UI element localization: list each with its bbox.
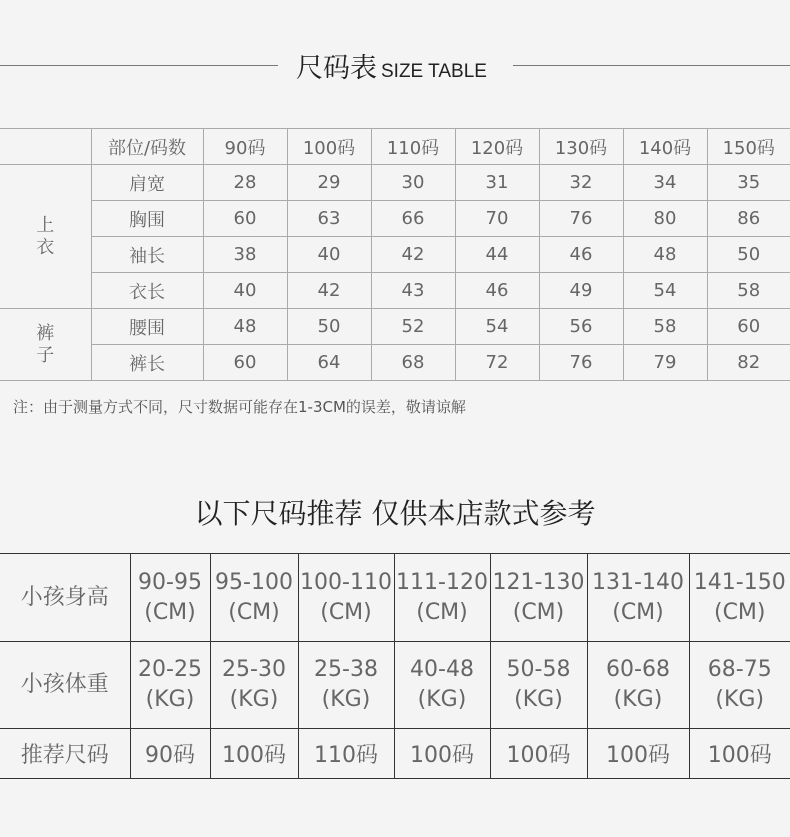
cell: 100码 bbox=[587, 729, 689, 779]
height-row bbox=[0, 554, 790, 642]
cell: 110码 bbox=[298, 729, 394, 779]
cell: 70 bbox=[455, 201, 539, 237]
cell: 48 bbox=[623, 237, 707, 273]
cell: 80 bbox=[623, 201, 707, 237]
cell: 76 bbox=[539, 201, 623, 237]
header-cell: 90码 bbox=[203, 129, 287, 165]
size-table-header bbox=[0, 129, 790, 165]
cell: 56 bbox=[539, 309, 623, 345]
cell: 60-68 (KG) bbox=[587, 642, 689, 729]
cell: 54 bbox=[455, 309, 539, 345]
cell: 52 bbox=[371, 309, 455, 345]
cell: 66 bbox=[371, 201, 455, 237]
cell: 100码 bbox=[689, 729, 790, 779]
size-table-title bbox=[0, 40, 790, 92]
header-cell: 部位/码数 bbox=[91, 129, 203, 165]
group-label-top: 上 衣 bbox=[0, 165, 91, 309]
row-label: 袖长 bbox=[91, 237, 203, 273]
header-cell: 130码 bbox=[539, 129, 623, 165]
cell: 68-75 (KG) bbox=[689, 642, 790, 729]
cell: 100码 bbox=[394, 729, 490, 779]
title-divider-left bbox=[0, 65, 278, 66]
cell: 50-58 (KG) bbox=[490, 642, 587, 729]
cell: 50 bbox=[707, 237, 790, 273]
row-label: 小孩身高 bbox=[0, 554, 130, 642]
cell: 63 bbox=[287, 201, 371, 237]
title-cn: 尺码表 bbox=[296, 53, 377, 84]
size-row bbox=[0, 729, 790, 779]
cell: 121-130 (CM) bbox=[490, 554, 587, 642]
cell: 100码 bbox=[490, 729, 587, 779]
cell: 35 bbox=[707, 165, 790, 201]
cell: 72 bbox=[455, 345, 539, 381]
cell: 40 bbox=[287, 237, 371, 273]
recommendation-title: 以下尺码推荐 仅供本店款式参考 bbox=[194, 497, 596, 530]
header-cell: 120码 bbox=[455, 129, 539, 165]
recommendation-table bbox=[0, 553, 790, 779]
weight-row bbox=[0, 642, 790, 729]
cell: 42 bbox=[287, 273, 371, 309]
cell: 68 bbox=[371, 345, 455, 381]
cell: 90-95 (CM) bbox=[130, 554, 210, 642]
cell: 38 bbox=[203, 237, 287, 273]
cell: 40 bbox=[203, 273, 287, 309]
size-table bbox=[0, 128, 790, 381]
cell: 60 bbox=[203, 345, 287, 381]
cell: 43 bbox=[371, 273, 455, 309]
cell: 32 bbox=[539, 165, 623, 201]
cell: 44 bbox=[455, 237, 539, 273]
cell: 60 bbox=[203, 201, 287, 237]
cell: 46 bbox=[455, 273, 539, 309]
cell: 100码 bbox=[210, 729, 298, 779]
table-row bbox=[0, 237, 790, 273]
row-label: 小孩体重 bbox=[0, 642, 130, 729]
cell: 111-120 (CM) bbox=[394, 554, 490, 642]
table-row bbox=[0, 345, 790, 381]
cell: 82 bbox=[707, 345, 790, 381]
page-title bbox=[296, 46, 487, 85]
row-label: 肩宽 bbox=[91, 165, 203, 201]
row-label: 推荐尺码 bbox=[0, 729, 130, 779]
table-row bbox=[0, 165, 790, 201]
cell: 100-110 (CM) bbox=[298, 554, 394, 642]
table-row bbox=[0, 273, 790, 309]
cell: 46 bbox=[539, 237, 623, 273]
cell: 58 bbox=[623, 309, 707, 345]
cell: 60 bbox=[707, 309, 790, 345]
header-cell: 110码 bbox=[371, 129, 455, 165]
header-cell: 140码 bbox=[623, 129, 707, 165]
cell: 49 bbox=[539, 273, 623, 309]
cell: 58 bbox=[707, 273, 790, 309]
cell: 76 bbox=[539, 345, 623, 381]
cell: 28 bbox=[203, 165, 287, 201]
cell: 50 bbox=[287, 309, 371, 345]
cell: 54 bbox=[623, 273, 707, 309]
title-en: SIZE TABLE bbox=[381, 61, 487, 82]
cell: 86 bbox=[707, 201, 790, 237]
cell: 31 bbox=[455, 165, 539, 201]
cell: 42 bbox=[371, 237, 455, 273]
cell: 25-30 (KG) bbox=[210, 642, 298, 729]
cell: 79 bbox=[623, 345, 707, 381]
row-label: 腰围 bbox=[91, 309, 203, 345]
cell: 29 bbox=[287, 165, 371, 201]
title-divider-right bbox=[513, 65, 790, 66]
row-label: 裤长 bbox=[91, 345, 203, 381]
group-label-pants: 裤 子 bbox=[0, 309, 91, 381]
cell: 20-25 (KG) bbox=[130, 642, 210, 729]
cell: 64 bbox=[287, 345, 371, 381]
cell: 34 bbox=[623, 165, 707, 201]
cell: 25-38 (KG) bbox=[298, 642, 394, 729]
cell: 141-150 (CM) bbox=[689, 554, 790, 642]
cell: 48 bbox=[203, 309, 287, 345]
table-row bbox=[0, 309, 790, 345]
table-row bbox=[0, 201, 790, 237]
cell: 131-140 (CM) bbox=[587, 554, 689, 642]
cell: 90码 bbox=[130, 729, 210, 779]
header-corner bbox=[0, 129, 91, 165]
cell: 30 bbox=[371, 165, 455, 201]
header-cell: 100码 bbox=[287, 129, 371, 165]
measurement-note: 注：由于测量方式不同，尺寸数据可能存在1-3CM的误差，敬请谅解 bbox=[13, 398, 466, 416]
cell: 95-100 (CM) bbox=[210, 554, 298, 642]
row-label: 胸围 bbox=[91, 201, 203, 237]
row-label: 衣长 bbox=[91, 273, 203, 309]
header-cell: 150码 bbox=[707, 129, 790, 165]
cell: 40-48 (KG) bbox=[394, 642, 490, 729]
